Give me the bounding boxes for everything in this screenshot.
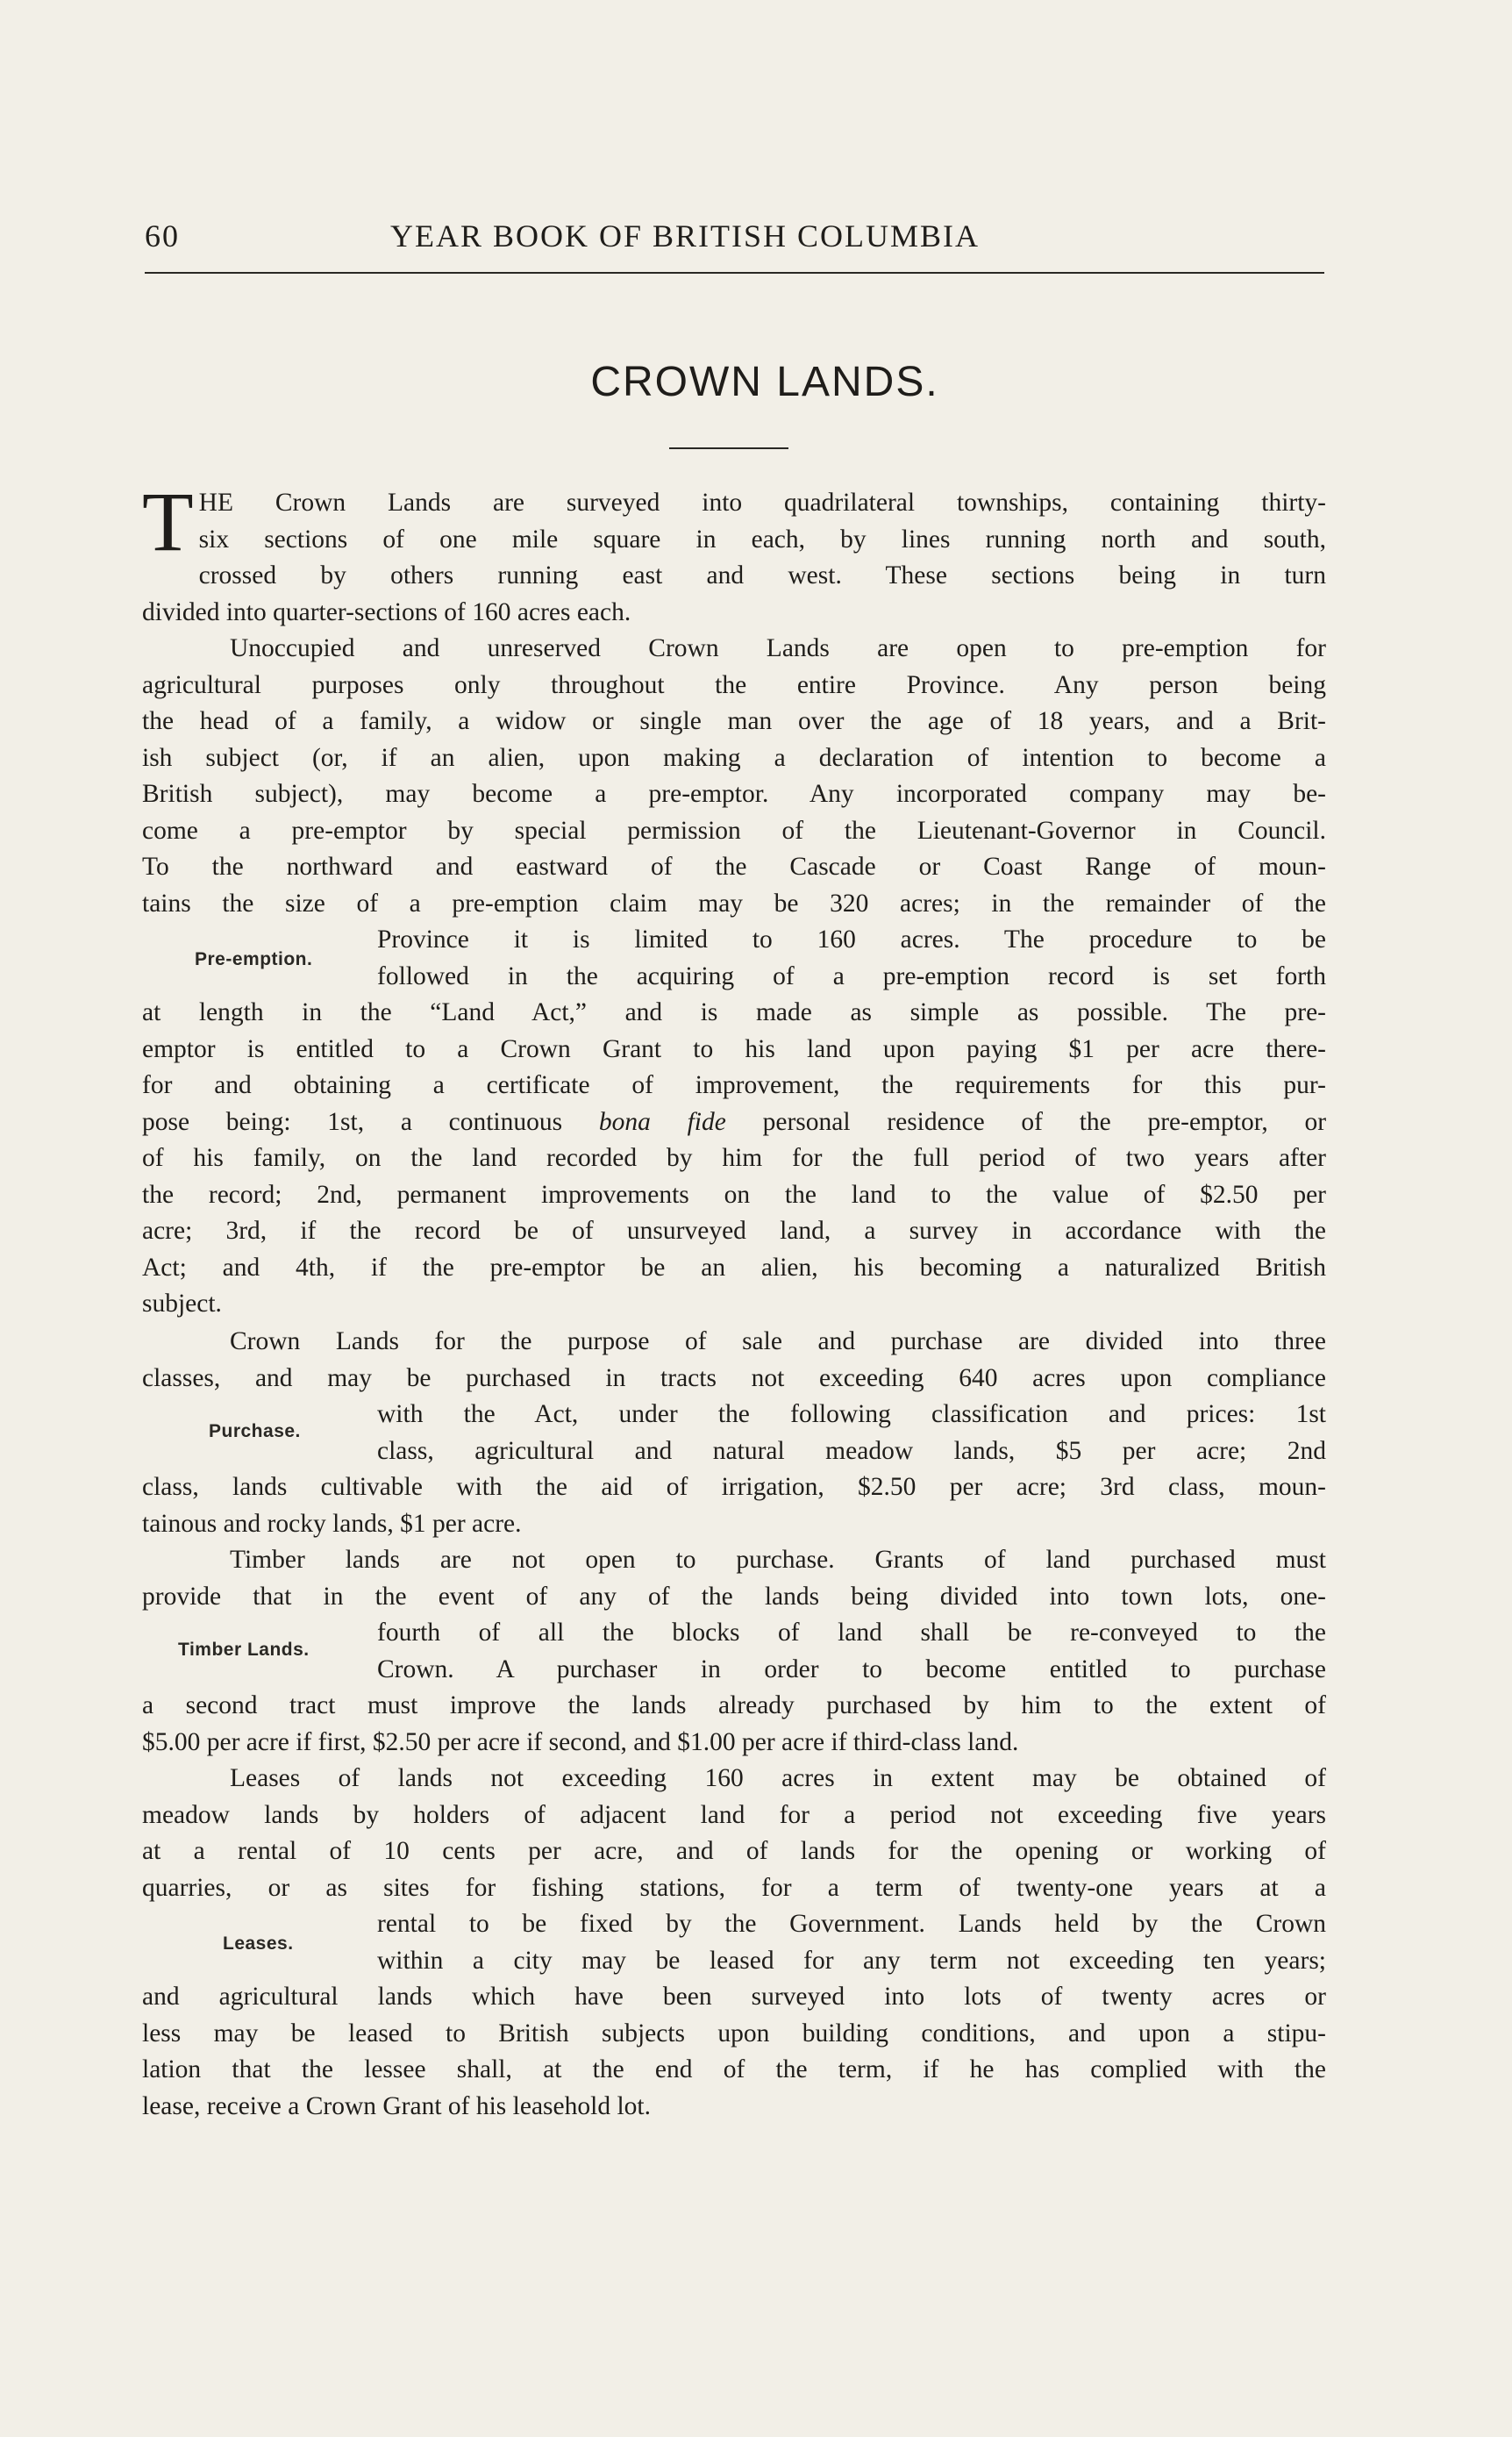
text-line: the record; 2nd, permanent improvements on the land to the value of $2.50 per	[142, 1180, 1326, 1209]
page-number: 60	[145, 218, 180, 254]
chapter-title: CROWN LANDS.	[590, 359, 939, 405]
text-line: acre; 3rd, if the record be of unsurveyed land, a survey in accordance with the	[142, 1217, 1326, 1245]
text-line: To the northward and eastward of the Cascade or Coast Range of moun-	[142, 853, 1326, 881]
text-line: Unoccupied and unreserved Crown Lands are open to pre-emption for	[230, 634, 1326, 662]
text-line: rental to be fixed by the Government. Lands held by the Crown	[377, 1910, 1326, 1938]
text-fragment: pose being: 1st, a continuous	[142, 1107, 563, 1136]
side-note-timber-lands: Timber Lands.	[178, 1640, 310, 1660]
text-line: class, agricultural and natural meadow lands, $5 per acre; 2nd	[377, 1436, 1326, 1465]
text-fragment: personal residence of the pre-emptor, or	[762, 1107, 1327, 1136]
text-line: lation that the lessee shall, at the end of the term, if he has complied with the	[142, 2055, 1326, 2083]
text-line-with-italic	[142, 1104, 1326, 1141]
text-line: class, lands cultivable with the aid of irrigation, $2.50 per acre; 3rd class, moun-	[142, 1473, 1326, 1501]
drop-cap: T	[142, 475, 194, 568]
text-line: agricultural purposes only throughout the entire Province. Any person being	[142, 670, 1326, 699]
text-line: tains the size of a pre-emption claim may be 320 acres; in the remainder of the	[142, 889, 1326, 918]
text-line: classes, and may be purchased in tracts not exceeding 640 acres upon compliance	[142, 1363, 1326, 1392]
paragraph-leases	[142, 1761, 1326, 2125]
text-line: quarries, or as sites for fishing stations, for a term of twenty-one years at a	[142, 1873, 1326, 1902]
text-line: meadow lands by holders of adjacent land for a period not exceeding five years	[142, 1800, 1326, 1829]
side-note-purchase: Purchase.	[209, 1421, 301, 1441]
text-line: a second tract must improve the lands already purchased by him to the extent of	[142, 1691, 1326, 1719]
text-line: for and obtaining a certificate of improvement, the requirements for this pur-	[142, 1071, 1326, 1099]
text-line: with the Act, under the following classification and prices: 1st	[377, 1400, 1326, 1428]
text-line: the head of a family, a widow or single man over the age of 18 years, and a Brit-	[142, 707, 1326, 735]
text-line: within a city may be leased for any term not exceeding ten years;	[377, 1946, 1326, 1975]
text-line: $5.00 per acre if first, $2.50 per acre if second, and $1.00 per acre if third-class land.	[142, 1727, 1019, 1756]
text-line: provide that in the event of any of the lands being divided into town lots, one-	[142, 1582, 1326, 1611]
text-line: of his family, on the land recorded by him for the full period of two years after	[142, 1144, 1326, 1172]
text-line: at a rental of 10 cents per acre, and of lands for the opening or working of	[142, 1837, 1326, 1865]
text-line: and agricultural lands which have been surveyed into lots of twenty acres or	[142, 1983, 1326, 2011]
header-rule	[145, 272, 1324, 274]
text-line: lease, receive a Crown Grant of his leasehold lot.	[142, 2091, 651, 2120]
paragraph-timber-lands	[142, 1542, 1326, 1761]
paragraph-purchase	[142, 1324, 1326, 1542]
title-rule	[669, 447, 788, 449]
text-line: Crown Lands for the purpose of sale and purchase are divided into three	[230, 1327, 1326, 1355]
text-line: crossed by others running east and west. These sections being in turn	[198, 561, 1326, 590]
text-line: fourth of all the blocks of land shall be re-conveyed to the	[377, 1619, 1326, 1647]
side-note-pre-emption: Pre-emption.	[195, 949, 313, 969]
italic-phrase: bona fide	[598, 1107, 726, 1136]
text-line: Timber lands are not open to purchase. Grants of land purchased must	[230, 1546, 1326, 1574]
text-line: emptor is entitled to a Crown Grant to his land upon paying $1 per acre there-	[142, 1034, 1326, 1063]
text-line: HE Crown Lands are surveyed into quadrilateral townships, containing thirty-	[198, 489, 1326, 517]
text-line: Crown. A purchaser in order to become entitled to purchase	[377, 1654, 1326, 1683]
running-head-title: YEAR BOOK OF BRITISH COLUMBIA	[390, 218, 981, 254]
paragraph-intro	[142, 475, 1326, 631]
text-line: less may be leased to British subjects upon building conditions, and upon a stipu-	[142, 2019, 1326, 2048]
text-line: followed in the acquiring of a pre-emption record is set forth	[377, 961, 1326, 990]
text-line: British subject), may become a pre-emptor. Any incorporated company may be-	[142, 780, 1326, 808]
text-line: come a pre-emptor by special permission of the Lieutenant-Governor in Council.	[142, 816, 1326, 845]
text-line: subject.	[142, 1290, 222, 1318]
text-line: tainous and rocky lands, $1 per acre.	[142, 1509, 522, 1538]
text-line: Leases of lands not exceeding 160 acres in extent may be obtained of	[230, 1764, 1326, 1792]
text-line: divided into quarter-sections of 160 acres each.	[142, 597, 631, 626]
text-line: at length in the “Land Act,” and is made as simple as possible. The pre-	[142, 998, 1326, 1026]
text-line: Province it is limited to 160 acres. The procedure to be	[377, 925, 1326, 954]
text-line: ish subject (or, if an alien, upon making a declaration of intention to become a	[142, 743, 1326, 772]
text-line: six sections of one mile square in each, by lines running north and south,	[198, 525, 1326, 554]
text-line: Act; and 4th, if the pre-emptor be an alien, his becoming a naturalized British	[142, 1253, 1326, 1282]
side-note-leases: Leases.	[223, 1933, 294, 1954]
paragraph-pre-emption	[142, 631, 1326, 1323]
